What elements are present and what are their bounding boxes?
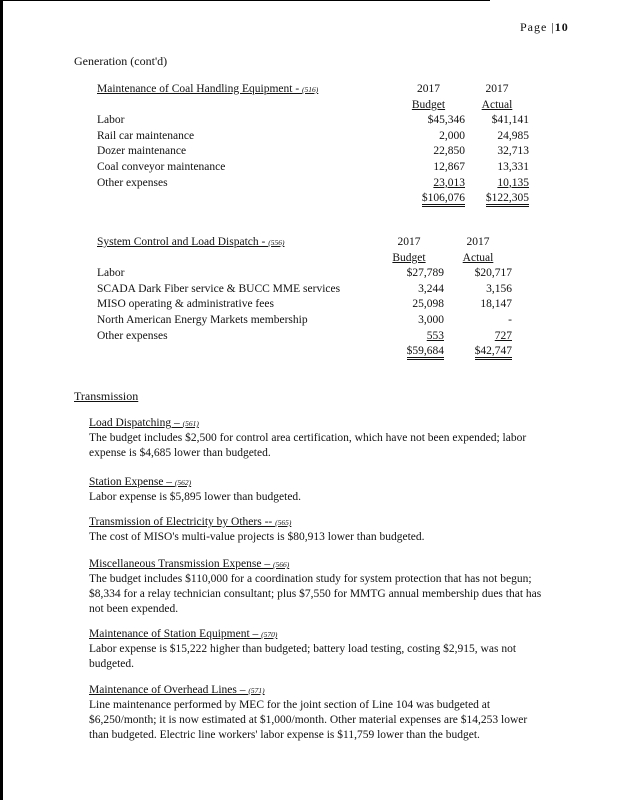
page-number: Page |10: [520, 20, 569, 34]
total-actual: $42,747: [475, 345, 512, 360]
actual-year: 2017: [466, 236, 490, 248]
table-row: Other expenses 553 727: [97, 329, 512, 342]
transmission-item-566: Miscellaneous Transmission Expense – (566) The budget includes $110,000 for a coordination study for system protection that has not begun; $8,334 for a relay technician consultant; plus $7,550 for MMTG annual membership dues that has not been expended.: [89, 558, 542, 615]
section-title-generation: Generation (cont'd): [74, 54, 168, 68]
page-number-value: 10: [554, 20, 569, 34]
table-title: Maintenance of Coal Handling Equipment - (516): [97, 83, 319, 95]
table-total-row: [97, 344, 512, 360]
actual-year: 2017: [485, 83, 509, 95]
table-row: Coal conveyor maintenance 12,867 13,331: [97, 160, 529, 173]
table-row: MISO operating & administrative fees 25,098 18,147: [97, 298, 512, 311]
table-row: Other expenses 23,013 10,135: [97, 176, 529, 189]
table-row: Labor $45,346 $41,141: [97, 114, 529, 127]
table-row: Dozer maintenance 22,850 32,713: [97, 145, 529, 158]
table-row: SCADA Dark Fiber service & BUCC MME services 3,244 3,156: [97, 282, 512, 295]
transmission-item-565: Transmission of Electricity by Others -- (565) The cost of MISO's multi-value projects is $80,913 lower than budgeted.: [89, 516, 425, 543]
system-control-table: [97, 235, 512, 360]
table-subheader-row: [97, 251, 512, 267]
table-header-row: [97, 235, 512, 251]
transmission-item-571: Maintenance of Overhead Lines – (571) Line maintenance performed by MEC for the joint section of Line 104 was budgeted at $6,250/month; it is now estimated at $1,000/month. Other material expenses are $14,253 lower than budgeted. Electric line workers' labor expense is $11,759 lower than the budget.: [89, 684, 528, 741]
total-budget: $59,684: [407, 345, 444, 360]
budget-year: 2017: [417, 83, 440, 95]
budget-label: Budget: [392, 251, 426, 264]
section-title-transmission: Transmission: [74, 389, 139, 403]
coal-handling-table: [97, 82, 529, 207]
table-row: Labor $27,789 $20,717: [97, 267, 512, 280]
table-row: Rail car maintenance 2,000 24,985: [97, 129, 529, 142]
actual-label: Actual: [481, 98, 513, 111]
budget-year: 2017: [397, 236, 421, 248]
total-budget: $106,076: [422, 192, 465, 207]
transmission-item-570: Maintenance of Station Equipment – (570) Labor expense is $15,222 higher than budgeted; battery load testing, costing $2,915, was not budgeted.: [89, 628, 517, 670]
table-title: System Control and Load Dispatch - (556): [97, 236, 285, 248]
actual-label: Actual: [462, 251, 494, 264]
total-actual: $122,305: [486, 192, 529, 207]
budget-label: Budget: [411, 98, 446, 111]
table-subheader-row: [97, 98, 529, 114]
table-total-row: [97, 191, 529, 207]
table-header-row: [97, 82, 529, 98]
page-label: Page: [520, 20, 548, 34]
transmission-item-561: Load Dispatching – (561) The budget includes $2,500 for control area certification, which have not been expended; labor expense is $4,685 lower than budgeted.: [89, 417, 527, 459]
scan-border-left: [0, 0, 3, 800]
header-rule: [0, 0, 490, 1]
table-row: North American Energy Markets membership 3,000 -: [97, 313, 512, 326]
transmission-item-562: Station Expense – (562) Labor expense is $5,895 lower than budgeted.: [89, 476, 302, 503]
